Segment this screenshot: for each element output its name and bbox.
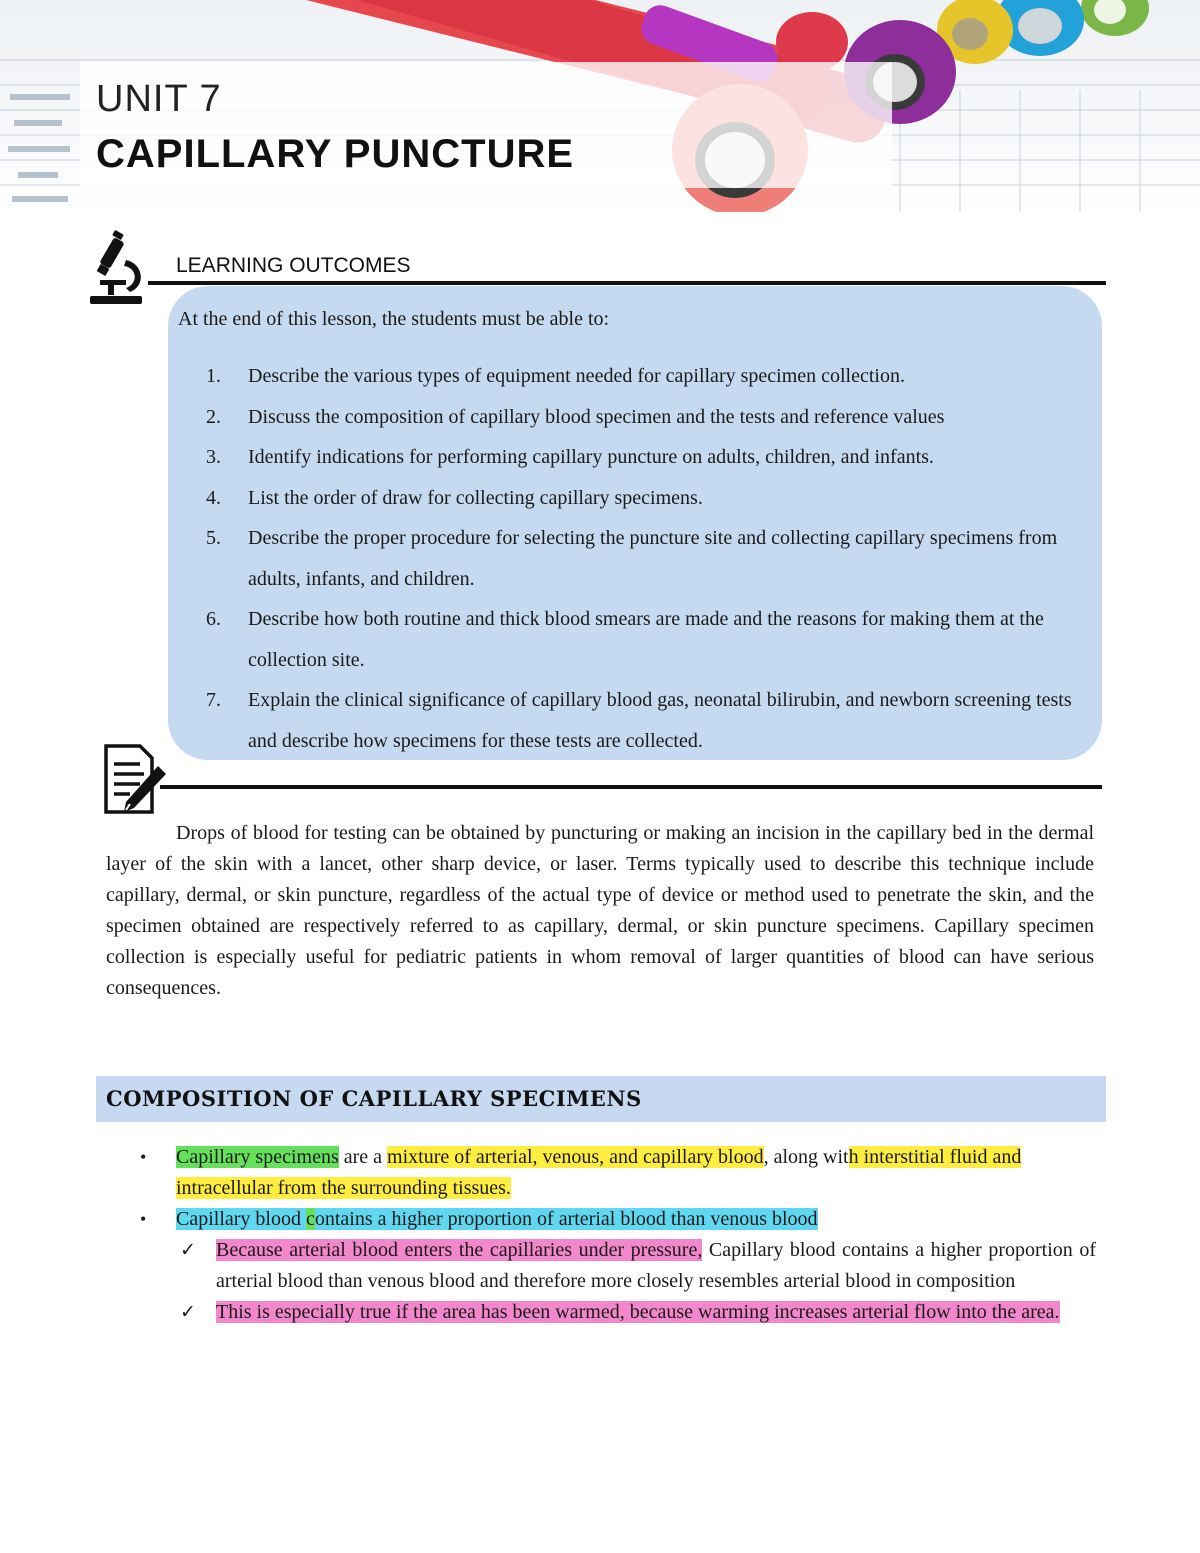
header-banner — [0, 0, 1200, 212]
list-item: 3. Identify indications for performing capillary puncture on adults, children, and infants. — [206, 446, 934, 468]
list-item: 5. Describe the proper procedure for selecting the puncture site and collecting capillary specimens from adults, infants, and children. — [206, 527, 1058, 590]
list-item: • Capillary specimens are a mixture of arterial, venous, and capillary blood, along with interstitial fluid and intracellular from the surrounding tissues. — [140, 1142, 1096, 1204]
page-title: CAPILLARY PUNCTURE — [96, 132, 575, 176]
heading-rule — [148, 281, 1106, 285]
notes-icon — [100, 742, 170, 821]
bullet-icon: • — [140, 1209, 147, 1229]
check-icon: ✓ — [180, 1301, 196, 1323]
learning-outcomes-intro: At the end of this lesson, the students must be able to: — [178, 308, 610, 330]
highlight-cyan: Capillary blood — [176, 1208, 306, 1230]
sub-list-item: ✓ Because arterial blood enters the capillaries under pressure, Capillary blood contains a higher proportion of arterial blood than venous blood and therefore more closely resembles arterial blood in composition — [176, 1235, 1096, 1297]
highlight-cyan: ontains a higher proportion of arterial blood than venous blood — [314, 1208, 818, 1230]
highlight-pink: This is especially true if the area has been warmed, because warming increases arterial flow into the area. — [216, 1301, 1060, 1323]
unit-label: UNIT 7 — [96, 78, 222, 120]
list-item: 1. Describe the various types of equipment needed for capillary specimen collection. — [206, 365, 905, 387]
composition-list — [140, 1142, 1096, 1328]
list-item: 4. List the order of draw for collecting capillary specimens. — [206, 486, 703, 509]
list-item: 6. Describe how both routine and thick blood smears are made and the reasons for making them at the collection site. — [206, 608, 1044, 671]
intro-paragraph: Drops of blood for testing can be obtained by puncturing or making an incision in the capillary bed in the dermal layer of the skin with a lancet, other sharp device, or laser. Terms typically used to describe this technique include capillary, dermal, or skin puncture, regardless of the actual type of device or method used to penetrate the skin, and the specimen obtained are respectively referred to as capillary, dermal, or skin puncture specimens. Capillary specimen collection is especially useful for pediatric patients in whom removal of larger quantities of blood can have serious consequences. — [106, 822, 1094, 999]
list-item: 7. Explain the clinical significance of capillary blood gas, neonatal bilirubin, and newborn screening tests and describe how specimens for these tests are collected. — [206, 689, 1072, 752]
list-item — [140, 1204, 1096, 1235]
highlight-green: c — [305, 1208, 315, 1230]
sub-list-item — [176, 1297, 1096, 1328]
highlight-yellow: intracellular from the surrounding tissues. — [176, 1177, 511, 1199]
highlight-pink: Because arterial blood enters the capillaries under pressure, — [216, 1239, 703, 1261]
learning-outcomes-heading: LEARNING OUTCOMES — [176, 254, 411, 277]
highlight-green: Capillary specimens — [176, 1146, 339, 1168]
highlight-yellow: h interstitial fluid and — [848, 1146, 1022, 1168]
section-title: COMPOSITION OF CAPILLARY SPECIMENS — [106, 1086, 642, 1111]
microscope-icon — [86, 230, 150, 313]
list-item: 2. Discuss the composition of capillary blood specimen and the tests and reference values — [206, 405, 945, 428]
bullet-icon: • — [140, 1147, 147, 1167]
check-icon: ✓ — [180, 1239, 196, 1261]
learning-outcomes-list — [206, 356, 1086, 761]
highlight-yellow: mixture of arterial, venous, and capillary blood — [387, 1146, 764, 1168]
notes-rule — [160, 785, 1102, 789]
